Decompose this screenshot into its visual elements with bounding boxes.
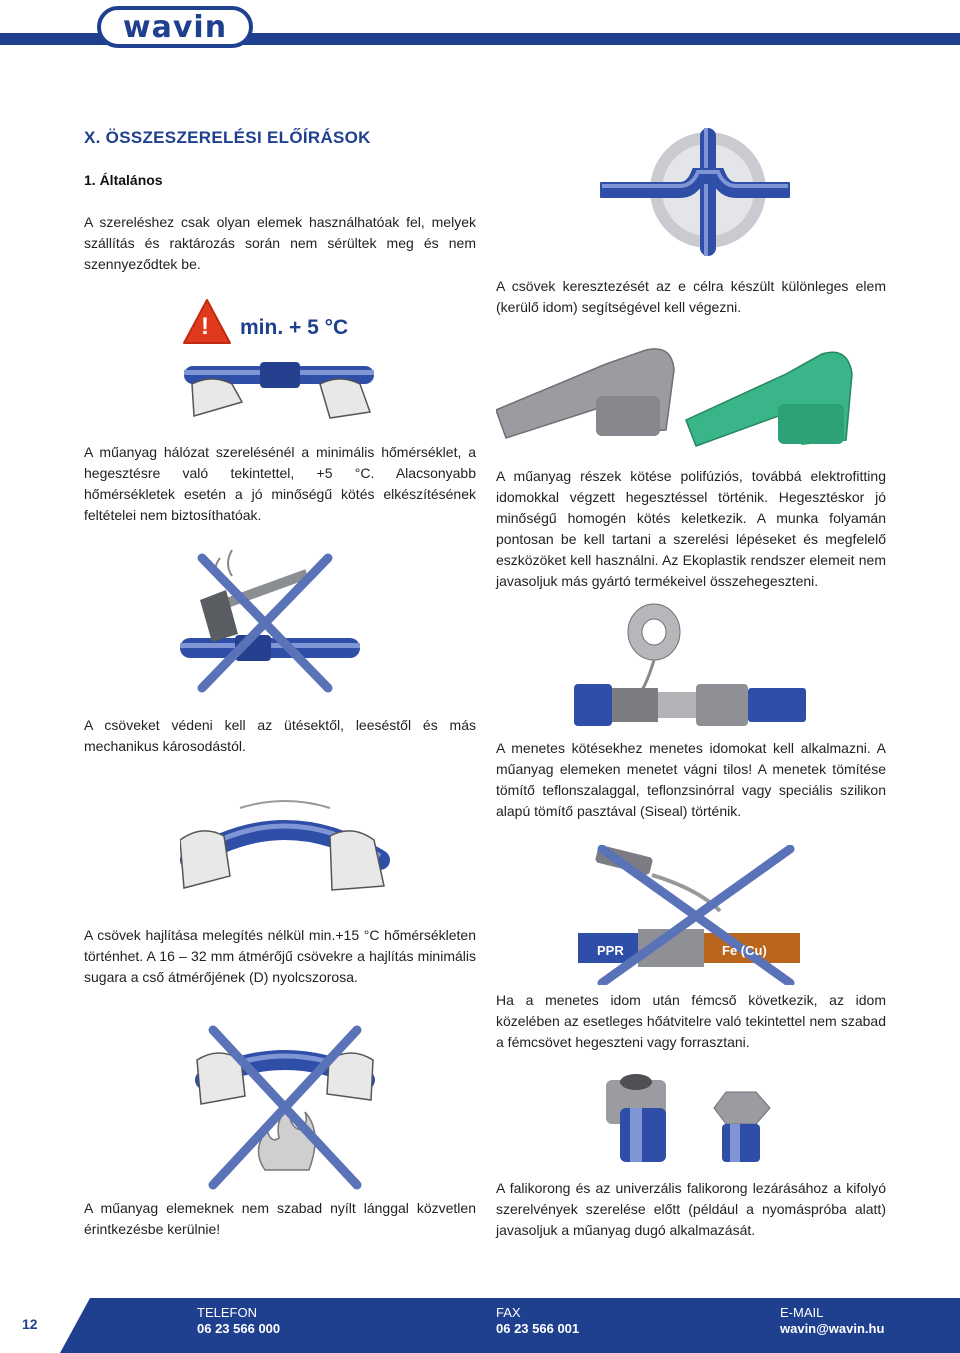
metal-pipe-label: Fe (Cu) bbox=[722, 943, 767, 958]
min-temperature-label: min. + 5 °C bbox=[240, 316, 349, 339]
paragraph-bending: A csövek hajlítása melegítés nélkül min.+15 °C hőmérsékleten történhet. A 16 – 32 mm átmérőjű csövekre a hajlítás minimális sugara a cső átmérőjének (D) nyolcszorosa. bbox=[84, 927, 476, 985]
pipe-bending-illustration bbox=[180, 790, 390, 900]
open-flame-prohibited-illustration bbox=[195, 1020, 375, 1190]
fax-label: FAX bbox=[496, 1305, 521, 1320]
wall-plate-plug-illustration bbox=[606, 1068, 776, 1168]
paragraph-threaded: A menetes kötésekhez menetes idomokat kell alkalmazni. A műanyag elemeken menetet vágni tilos! A menetek tömítése tömítő teflonszalaggal, teflonzsinórral vagy speciális szilikon alapú tömítő pasztával (Siseal) történik. bbox=[496, 740, 886, 819]
paragraph-min-temperature: A műanyag hálózat szerelésénél a minimális hőmérséklet, a hegesztésre való tekintettel, +5 °C. Alacsonyabb hőmérsékletek esetén a jó minőségű kötés elkészítésének feltételei nem biztosíthatóak. bbox=[84, 444, 476, 523]
subsection-title: 1. Általános bbox=[84, 172, 163, 188]
phone-label: TELEFON bbox=[197, 1305, 257, 1320]
fax-value: 06 23 566 001 bbox=[496, 1321, 580, 1336]
wavin-logo: wavin bbox=[97, 6, 253, 48]
ppr-label: PPR bbox=[597, 943, 624, 958]
email-label: E-MAIL bbox=[780, 1305, 824, 1320]
paragraph-metal-pipe: Ha a menetes idom után fémcső következik, az idom közelében az esetleges hőátvitelre való tekintettel nem szabad a fémcsövet hegeszteni vagy forrasztani. bbox=[496, 992, 886, 1050]
page-number: 12 bbox=[22, 1316, 38, 1332]
paragraph-welding: A műanyag részek kötése polifúziós, továbbá elektrofitting idomokkal végzett hegesztéssel történik. Hegesztéskor jó minőségű homogén kötés keletkezik. A munka folyamán pontosan be kell tartani a szerelési lépéseket és megfelelő eszközöket kell használni. Az Ekoplastik rendszer elemeit nem javasoljuk más gyártó termékeivel összehegeszteni. bbox=[496, 468, 886, 589]
paragraph-undamaged-elements: A szereléshez csak olyan elemek használhatóak fel, melyek szállítás és raktározás során nem sérültek meg és nem szennyeződtek be. bbox=[84, 214, 476, 272]
email-link[interactable]: wavin@wavin.hu bbox=[780, 1321, 885, 1336]
soldering-prohibited-illustration bbox=[578, 845, 800, 985]
pipe-hands-illustration bbox=[180, 350, 380, 420]
paragraph-crossing: A csövek keresztezését az e célra készült különleges elem (kerülő idom) segítségével kell végezni. bbox=[496, 278, 886, 315]
paragraph-impact-protection: A csöveket védeni kell az ütésektől, leeséstől és más mechanikus károsodástól. bbox=[84, 717, 476, 754]
section-title: X. ÖSSZESZERELÉSI ELŐÍRÁSOK bbox=[84, 128, 371, 147]
hammer-impact-prohibited-illustration bbox=[180, 538, 360, 698]
elbow-fittings-illustration bbox=[496, 340, 876, 450]
paragraph-open-flame: A műanyag elemeknek nem szabad nyílt lánggal közvetlen érintkezésbe kerülnie! bbox=[84, 1200, 476, 1237]
phone-value: 06 23 566 000 bbox=[197, 1321, 281, 1336]
paragraph-wall-plate: A falikorong és az univerzális falikorong lezárásához a kifolyó szerelvények szerelése előtt (például a nyomáspróba alatt) javasoljuk a műanyag dugó alkalmazását. bbox=[496, 1180, 886, 1238]
warning-mark: ! bbox=[201, 313, 209, 340]
pipe-crossing-illustration bbox=[600, 128, 790, 258]
threaded-fittings-illustration bbox=[574, 600, 806, 730]
